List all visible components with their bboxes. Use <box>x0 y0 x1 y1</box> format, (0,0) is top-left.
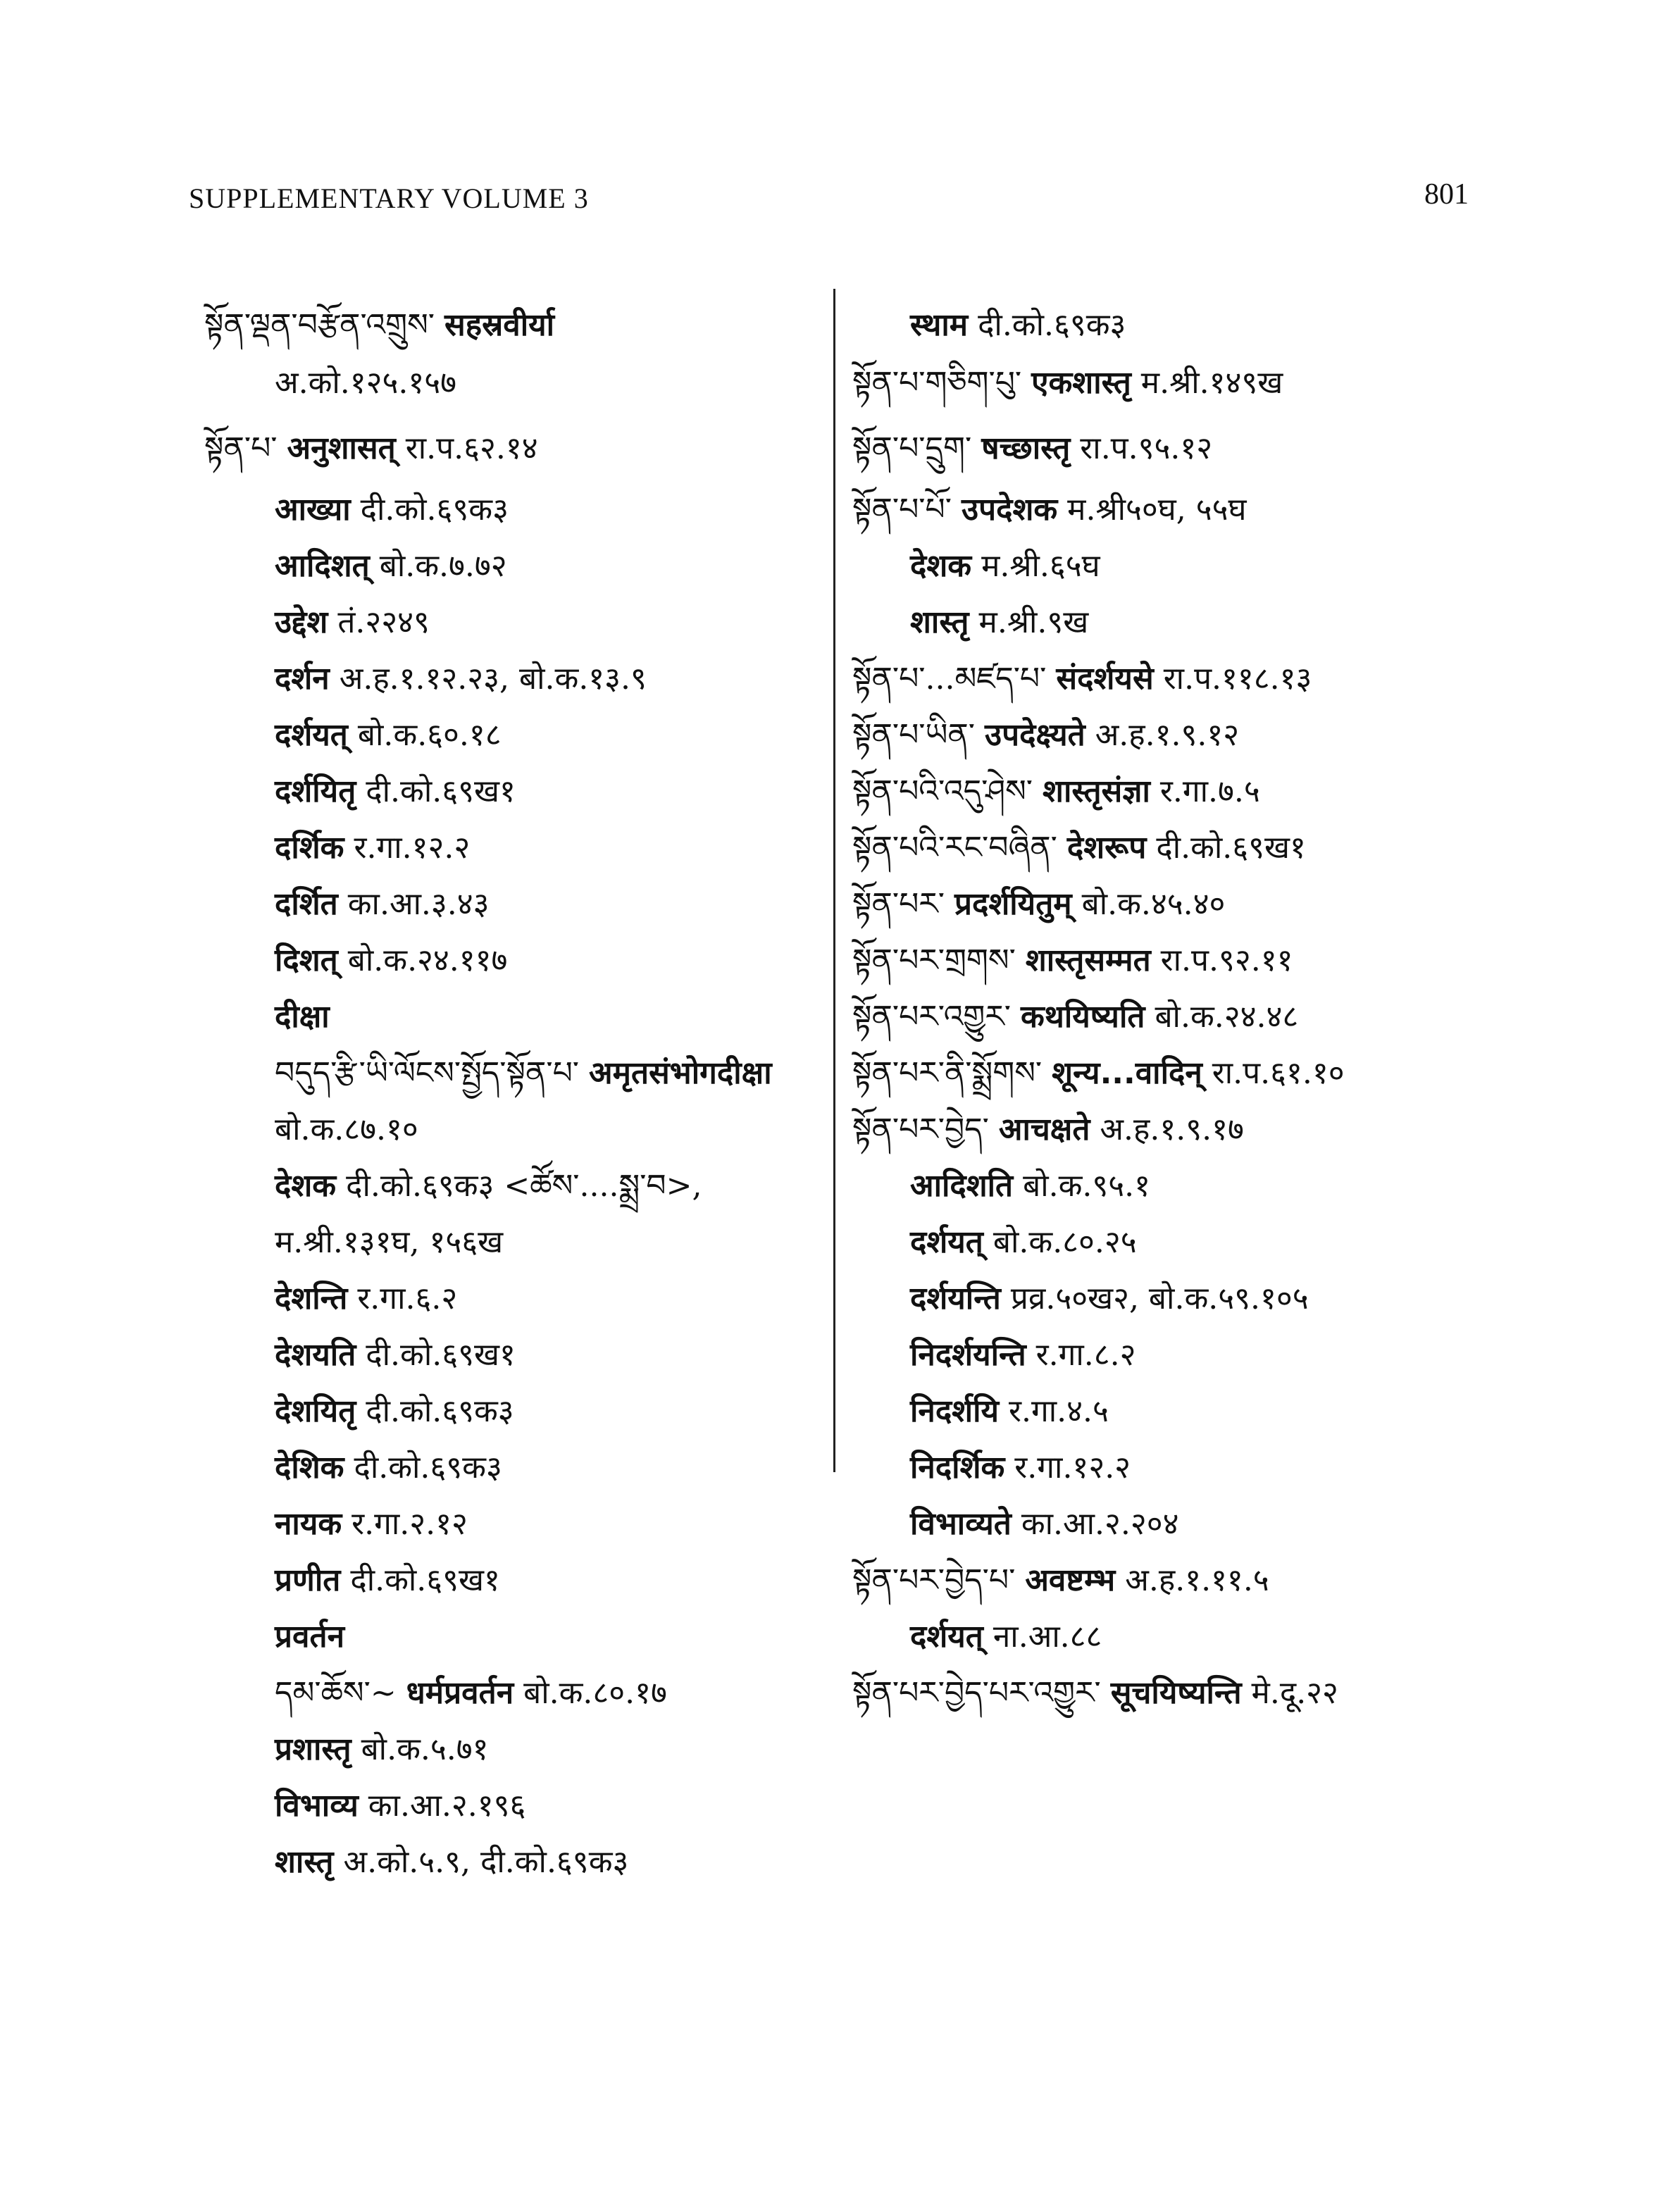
source-reference: रा.प.९५.१२ <box>1080 430 1213 466</box>
source-reference: प्रव्र.५०ख२, बो.क.५९.१०५ <box>1010 1281 1309 1316</box>
sanskrit-headword: षच्छास्तृ <box>981 430 1071 466</box>
sanskrit-headword: अमृतसंभोगदीक्षा <box>589 1055 772 1091</box>
source-reference: दी.को.६९क३ <box>978 307 1126 343</box>
sanskrit-headword: उपदेक्ष्यते <box>985 717 1085 753</box>
source-reference: दी.को.६९क३ <box>354 1450 502 1486</box>
source-reference: र.गा.७.५ <box>1159 773 1260 809</box>
entry-line <box>275 1731 489 1767</box>
entry-line <box>275 661 647 697</box>
sanskrit-headword: देशिक <box>275 1450 344 1486</box>
sanskrit-headword: देशक <box>275 1168 337 1204</box>
source-reference: म.श्री.६५घ <box>981 548 1100 584</box>
entry-line <box>275 886 490 922</box>
sanskrit-headword: दर्शयन्ति <box>910 1281 1001 1316</box>
entry-line <box>852 492 1247 528</box>
sanskrit-headword: विभाव्यते <box>910 1506 1012 1542</box>
sanskrit-headword: शास्तृ <box>910 604 969 640</box>
sanskrit-headword: शास्तृसंज्ञा <box>1043 773 1150 809</box>
entry-line <box>852 1675 1338 1711</box>
sanskrit-headword: शून्य...वादिन् <box>1052 1055 1202 1091</box>
entry-line <box>910 604 1089 640</box>
entry-line <box>275 830 471 866</box>
sanskrit-headword: आचक्षते <box>998 1112 1090 1147</box>
source-reference: म.श्री५०घ, ५५घ <box>1067 492 1247 528</box>
sanskrit-headword: सहस्रवीर्या <box>444 307 555 343</box>
source-reference: रा.प.९२.११ <box>1160 942 1293 978</box>
entry-line <box>275 604 430 640</box>
sanskrit-headword: नायक <box>275 1506 342 1542</box>
tibetan-term: སྟོན་པར་ <box>852 886 945 922</box>
source-reference: बो.क.७.७२ <box>379 548 507 584</box>
entry-line <box>852 886 1226 922</box>
entry-line <box>910 1393 1109 1429</box>
source-reference: बो.क.२४.४८ <box>1155 999 1299 1035</box>
sanskrit-headword: आख्या <box>275 492 351 528</box>
source-reference: अ.ह.१.१२.२३, बो.क.१३.९ <box>339 661 647 697</box>
source-reference: र.गा.४.५ <box>1009 1393 1109 1429</box>
entry-line <box>852 365 1283 401</box>
sanskrit-headword: अवष्टम्भ <box>1025 1562 1116 1598</box>
sanskrit-headword: विभाव्य <box>275 1788 359 1824</box>
entry-line <box>204 307 555 343</box>
source-reference: का.आ.३.४३ <box>347 886 490 922</box>
entry-line <box>852 942 1293 978</box>
source-reference: बो.क.८७.१० <box>275 1112 418 1147</box>
source-reference: र.गा.६.२ <box>357 1281 458 1316</box>
sanskrit-headword: प्रदर्शयितुम् <box>954 886 1072 922</box>
sanskrit-headword: प्रवर्तन <box>275 1619 344 1655</box>
entry-line <box>275 1450 502 1486</box>
source-reference: दी.को.६९क३ <box>366 1393 514 1429</box>
source-reference: रा.प.६१.१० <box>1212 1055 1345 1091</box>
source-reference: का.आ.२.२०४ <box>1021 1506 1179 1542</box>
source-reference: दी.को.६९ख१ <box>366 1337 516 1373</box>
entry-line <box>275 717 502 753</box>
entry-line <box>910 1450 1131 1486</box>
sanskrit-headword: दीक्षा <box>275 999 330 1035</box>
entry-line <box>204 430 538 466</box>
entry-line <box>852 999 1299 1035</box>
tibetan-term: སྟོན་པ་གཅིག་པུ་ <box>852 365 1022 401</box>
sanskrit-headword: उद्देश <box>275 604 328 640</box>
tibetan-term: སྟོན་པར་འགྱུར་ <box>852 999 1011 1035</box>
entry-line <box>275 1283 457 1314</box>
entry-line <box>275 999 330 1035</box>
entry-line <box>275 1844 629 1880</box>
tibetan-term: སྟོན་པ་པོ་ <box>852 492 952 528</box>
sanskrit-headword: देशयति <box>275 1337 356 1373</box>
entry-line <box>910 1224 1137 1260</box>
tibetan-term: སྟོན་པ་དྲུག་ <box>852 430 972 466</box>
page-number: 801 <box>1424 178 1469 211</box>
entry-line <box>275 1055 772 1091</box>
source-reference: दी.को.६९ख१ <box>1156 830 1306 866</box>
source-reference: बो.क.९५.१ <box>1023 1168 1151 1204</box>
entry-line <box>852 1562 1269 1598</box>
source-reference: अ.ह.१.११.५ <box>1125 1562 1269 1598</box>
sanskrit-headword: प्रशास्तृ <box>275 1731 351 1767</box>
source-reference: दी.को.६९ख१ <box>366 773 516 809</box>
source-reference: बो.क.८०.१७ <box>523 1675 667 1711</box>
source-reference: म.श्री.१४९ख <box>1140 365 1283 401</box>
entry-line <box>275 365 457 401</box>
tibetan-term: བདུད་རྩི་ཡི་ལོངས་སྤྱོད་སྟོན་པ་ <box>275 1055 580 1091</box>
source-reference: रा.प.११८.१३ <box>1163 661 1312 697</box>
sanskrit-headword: दर्शयत् <box>910 1619 983 1655</box>
entry-line <box>852 830 1306 866</box>
source-reference: र.गा.१२.२ <box>1014 1450 1131 1486</box>
source-reference: अ.को.१२५.१५७ <box>275 365 457 401</box>
entry-line <box>275 1393 514 1429</box>
sanskrit-headword: निदर्शिक <box>910 1450 1005 1486</box>
entry-line <box>275 548 507 584</box>
source-reference: म.श्री.९ख <box>978 604 1089 640</box>
sanskrit-headword: दर्शन <box>275 661 330 697</box>
sanskrit-headword: प्रणीत <box>275 1562 341 1598</box>
sanskrit-headword: दर्शयत् <box>275 717 348 753</box>
entry-line <box>910 1168 1151 1204</box>
source-reference: र.गा.१२.२ <box>354 830 471 866</box>
sanskrit-headword: संदर्शयसे <box>1056 661 1154 697</box>
tibetan-term: སྟོན་པར་གྲགས་ <box>852 942 1016 978</box>
sanskrit-headword: आदिशति <box>910 1168 1014 1204</box>
tibetan-term: སྟོན་པར་ནི་སྨྲོགས་ <box>852 1055 1043 1091</box>
sanskrit-headword: देशरूप <box>1066 830 1147 866</box>
source-reference: बो.क.६०.१८ <box>357 717 502 753</box>
entry-line <box>852 1055 1345 1091</box>
source-reference: तं.२२४९ <box>337 604 430 640</box>
sanskrit-headword: दिशत् <box>275 942 338 978</box>
sanskrit-headword: उपदेशक <box>961 492 1058 528</box>
entry-line <box>275 1675 667 1711</box>
sanskrit-headword: आदिशत् <box>275 548 370 584</box>
sanskrit-headword: अनुशासत् <box>287 430 396 466</box>
source-reference: बो.क.५.७१ <box>361 1731 489 1767</box>
entry-line <box>910 1506 1179 1542</box>
source-reference: अ.ह.१.९.१७ <box>1100 1112 1244 1147</box>
source-reference: ना.आ.८८ <box>993 1619 1102 1655</box>
tibetan-term: སྟོན་པ་...མཛད་པ་ <box>852 661 1047 697</box>
entry-line <box>275 773 516 809</box>
source-reference: बो.क.४५.४० <box>1081 886 1226 922</box>
entry-line <box>275 1562 500 1598</box>
source-reference: अ.को.५.९, दी.को.६९क३ <box>343 1844 629 1880</box>
entry-line <box>275 1337 516 1373</box>
entry-line <box>910 307 1126 343</box>
tibetan-term: སྟོན་པའི་འདུ་ཤེས་ <box>852 773 1033 809</box>
entry-line <box>275 1619 344 1655</box>
source-reference: का.आ.२.१९६ <box>368 1788 526 1824</box>
sanskrit-headword: दर्शित <box>275 886 338 922</box>
entry-line <box>910 1337 1136 1373</box>
sanskrit-headword: देशयितृ <box>275 1393 356 1429</box>
tibetan-term: དམ་ཆོས་~ <box>275 1675 397 1711</box>
running-header: SUPPLEMENTARY VOLUME 3 <box>189 182 589 214</box>
source-reference: बो.क.८०.२५ <box>993 1224 1137 1260</box>
sanskrit-headword: एकशास्तृ <box>1031 365 1131 401</box>
sanskrit-headword: धर्मप्रवर्तन <box>406 1675 514 1711</box>
source-reference: म.श्री.१३१घ, १५६ख <box>275 1224 504 1260</box>
source-reference: मे.दू.२२ <box>1251 1675 1338 1711</box>
source-reference: दी.को.६९ख१ <box>350 1562 500 1598</box>
entry-line <box>910 548 1100 584</box>
sanskrit-headword: कथयिष्यति <box>1020 999 1145 1035</box>
entry-line <box>275 1168 702 1204</box>
entry-line <box>852 430 1213 466</box>
tibetan-term: སྟོན་པར་བྱེད་པར་འགྱུར་ <box>852 1675 1101 1711</box>
sanskrit-headword: शास्तृ <box>275 1844 334 1880</box>
source-reference: दी.को.६९क३ <ཚོས་....སྨྲ་བ>, <box>346 1168 702 1204</box>
tibetan-term: སྟོན་པ་ <box>204 430 278 466</box>
entry-line <box>852 1114 1244 1145</box>
sanskrit-headword: दर्शयितृ <box>275 773 356 809</box>
sanskrit-headword: निदर्शयि <box>910 1393 1000 1429</box>
sanskrit-headword: शास्तृसम्मत <box>1025 942 1151 978</box>
entry-line <box>275 942 508 978</box>
column-divider <box>833 289 835 1472</box>
source-reference: रा.प.६२.१४ <box>405 430 538 466</box>
entry-line <box>852 717 1240 753</box>
entry-line <box>910 1619 1102 1655</box>
source-reference: र.गा.२.१२ <box>351 1506 468 1542</box>
entry-line <box>910 1283 1309 1314</box>
sanskrit-headword: देशन्ति <box>275 1281 348 1316</box>
sanskrit-headword: सूचयिष्यन्ति <box>1110 1675 1242 1711</box>
tibetan-term: སྟོན་པར་བྱེད་ <box>852 1112 989 1147</box>
tibetan-term: སྟོན་པའི་རང་བཞིན་ <box>852 830 1057 866</box>
entry-line <box>275 1224 504 1260</box>
tibetan-term: སྟོན་ལྡན་བརྩོན་འགྲུས་ <box>204 307 435 343</box>
entry-line <box>852 773 1260 809</box>
tibetan-term: སྟོན་པ་ཡིན་ <box>852 717 976 753</box>
sanskrit-headword: दर्शयत् <box>910 1224 983 1260</box>
source-reference: अ.ह.१.९.१२ <box>1095 717 1240 753</box>
tibetan-term: སྟོན་པར་བྱེད་པ་ <box>852 1562 1016 1598</box>
entry-line <box>852 661 1312 697</box>
sanskrit-headword: स्थाम <box>910 307 969 343</box>
sanskrit-headword: निदर्शयन्ति <box>910 1337 1026 1373</box>
sanskrit-headword: दर्शिक <box>275 830 344 866</box>
source-reference: बो.क.२४.११७ <box>347 942 508 978</box>
source-reference: दी.को.६९क३ <box>360 492 509 528</box>
sanskrit-headword: देशक <box>910 548 972 584</box>
entry-line <box>275 1788 526 1824</box>
entry-line <box>275 1506 468 1542</box>
entry-line <box>275 1114 418 1145</box>
entry-line <box>275 492 509 528</box>
source-reference: र.गा.८.२ <box>1035 1337 1136 1373</box>
